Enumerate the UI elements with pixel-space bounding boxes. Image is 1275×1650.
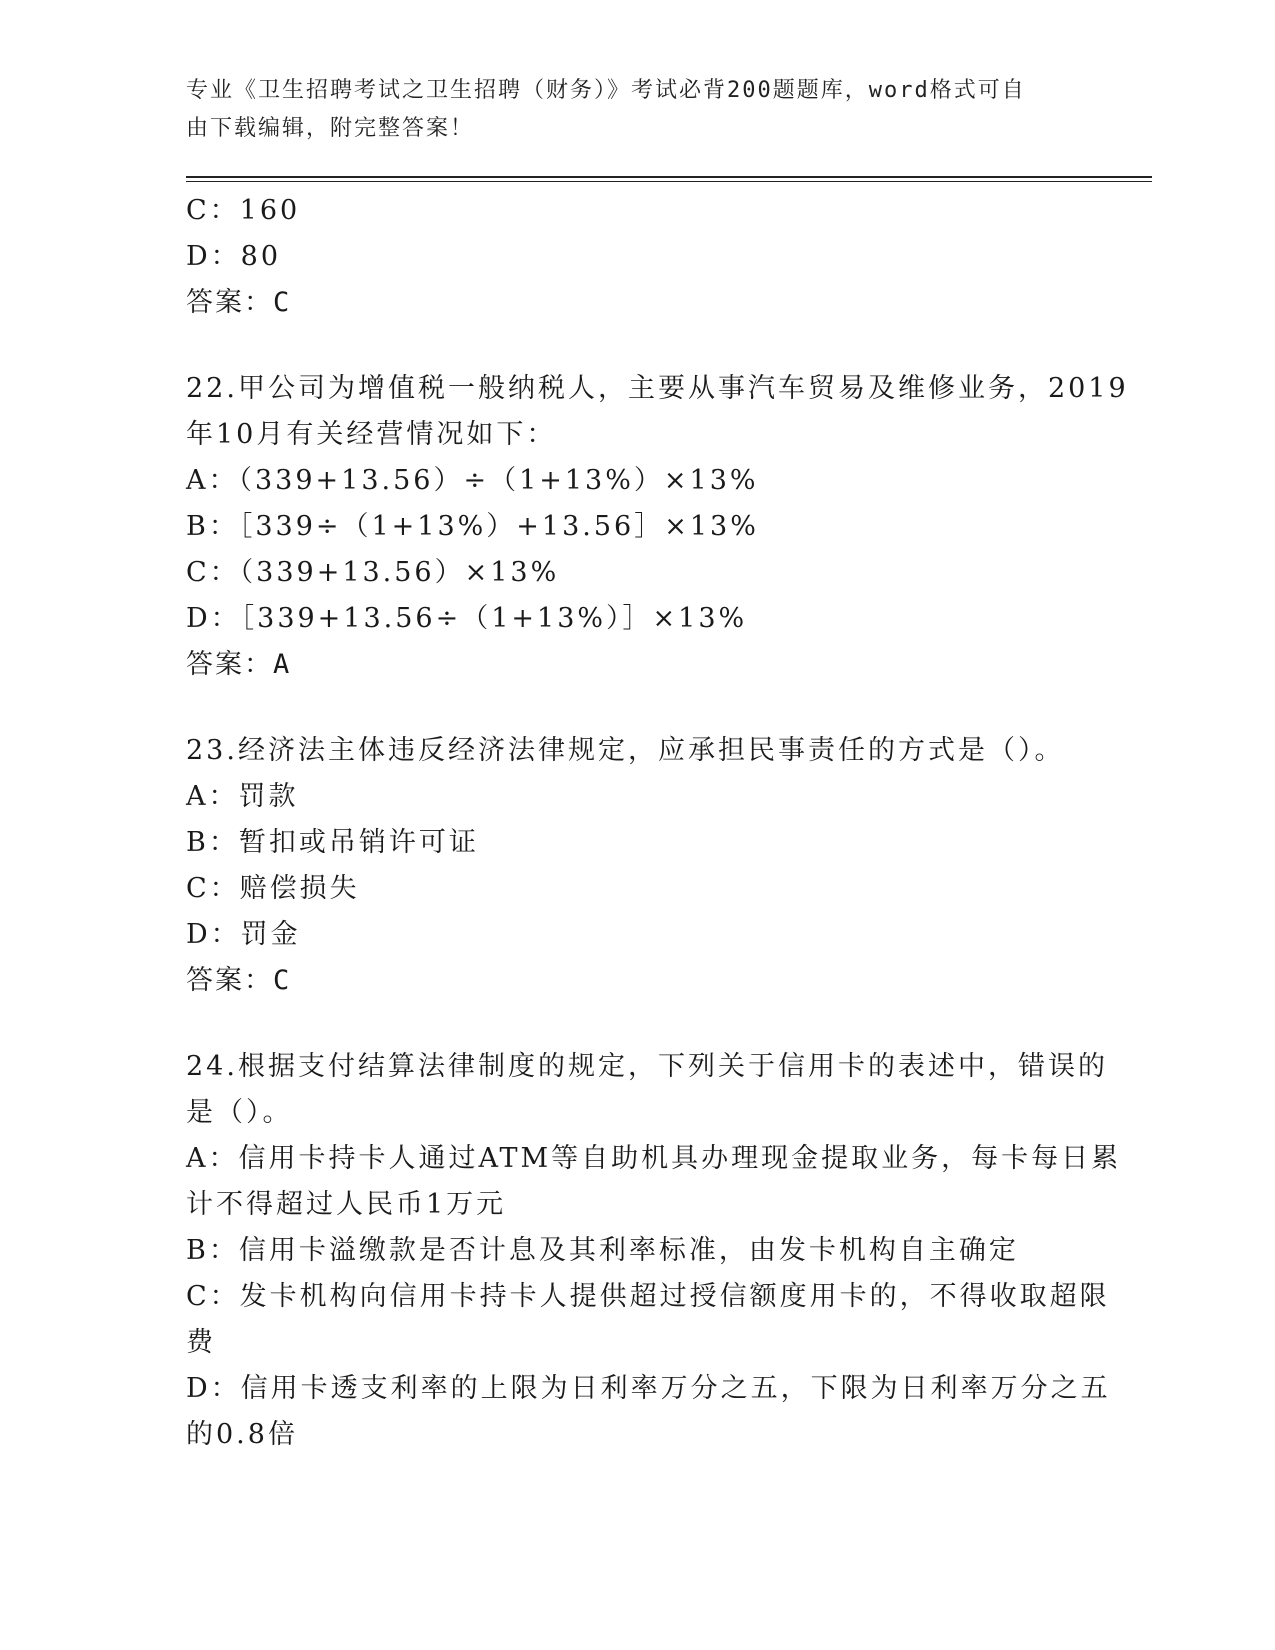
question-stem: 23.经济法主体违反经济法律规定，应承担民事责任的方式是（）。 <box>186 735 1065 766</box>
question-list <box>186 188 1129 1458</box>
option-d-line-2: 的0.8倍 <box>186 1419 298 1450</box>
question-stem-line-2: 年10月有关经营情况如下： <box>186 419 557 450</box>
question-23 <box>186 728 1086 1004</box>
question-stem-line-1: 24.根据支付结算法律制度的规定，下列关于信用卡的表述中，错误的 <box>186 1051 1108 1082</box>
option-a: A：罚款 <box>186 781 299 812</box>
option-a-line-1: A：信用卡持卡人通过ATM等自助机具办理现金提取业务，每卡每日累 <box>186 1143 1122 1174</box>
option-b: B：［339÷（1+13%）+13.56］×13% <box>186 511 759 542</box>
header-divider-thick <box>186 176 1152 178</box>
header-title-line-1: 专业《卫生招聘考试之卫生招聘（财务）》考试必背200题题库，word格式可自 <box>186 78 1026 103</box>
option-d: D：80 <box>186 241 282 272</box>
option-c: C：赔偿损失 <box>186 873 360 904</box>
answer-line: 答案：A <box>186 649 292 680</box>
option-c-line-1: C：发卡机构向信用卡持卡人提供超过授信额度用卡的，不得收取超限 <box>186 1281 1110 1312</box>
spacer <box>186 688 1086 728</box>
option-b: B：暂扣或吊销许可证 <box>186 827 479 858</box>
question-stem-line-1: 22.甲公司为增值税一般纳税人，主要从事汽车贸易及维修业务，2019 <box>186 373 1129 404</box>
header-title-line-2: 由下载编辑，附完整答案！ <box>186 116 475 141</box>
option-d-line-1: D：信用卡透支利率的上限为日利率万分之五，下限为日利率万分之五 <box>186 1373 1111 1404</box>
option-d: D：罚金 <box>186 919 301 950</box>
option-d: D：［339+13.56÷（1+13%）］×13% <box>186 603 748 634</box>
option-b: B：信用卡溢缴款是否计息及其利率标准，由发卡机构自主确定 <box>186 1235 1019 1266</box>
spacer <box>186 326 1086 366</box>
question-24 <box>186 1044 1122 1458</box>
option-a: A：（339+13.56）÷（1+13%）×13% <box>186 465 759 496</box>
option-c-line-2: 费 <box>186 1327 216 1358</box>
option-c: C：160 <box>186 195 301 226</box>
question-22 <box>186 366 1129 688</box>
question-21-tail <box>186 188 1086 326</box>
spacer <box>186 1004 1086 1044</box>
header-divider-thin <box>186 181 1152 182</box>
answer-line: 答案：C <box>186 287 292 318</box>
answer-line: 答案：C <box>186 965 292 996</box>
page-header <box>186 72 1066 148</box>
option-c: C：（339+13.56）×13% <box>186 557 560 588</box>
question-stem-line-2: 是（）。 <box>186 1097 293 1128</box>
option-a-line-2: 计不得超过人民币1万元 <box>186 1189 507 1220</box>
